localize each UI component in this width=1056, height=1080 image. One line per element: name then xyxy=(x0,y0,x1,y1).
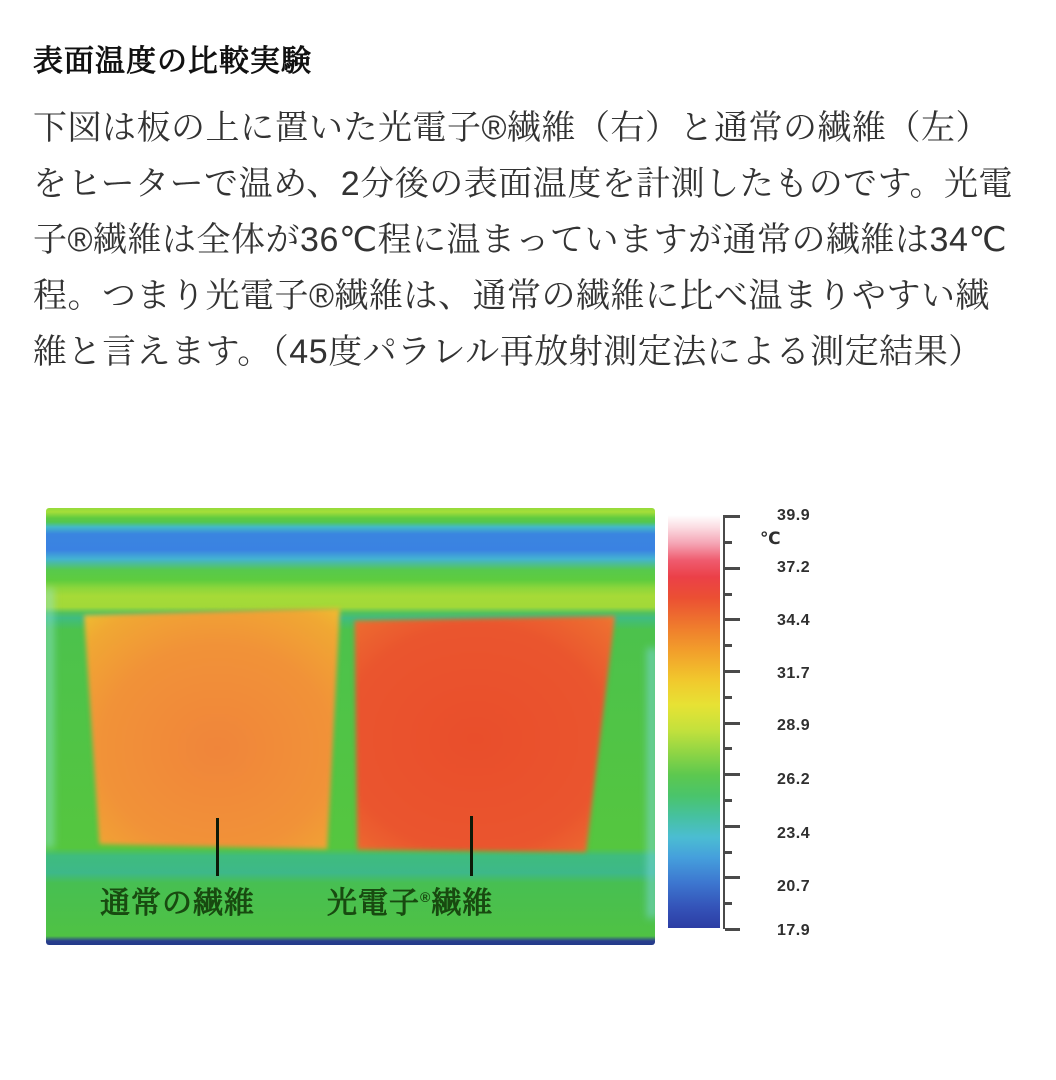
right-fabric-heatmap xyxy=(352,616,615,852)
section-heading: 表面温度の比較実験 xyxy=(33,45,312,78)
paragraph-line-1: 下図は板の上に置いた光電子®繊維（右）と通常の繊維（左） xyxy=(33,109,991,147)
scale-tick-label: 28.9 xyxy=(777,717,811,734)
left-edge-cool-strip xyxy=(46,588,54,848)
left-pointer-line xyxy=(216,818,219,876)
scale-tick-major xyxy=(725,773,740,776)
paragraph-line-3: 子®繊維は全体が36℃程に温まっていますが通常の繊維は34℃ xyxy=(33,221,1008,259)
right-fabric-label-tail: 繊維 xyxy=(431,887,494,920)
thermal-image xyxy=(46,508,655,945)
left-fabric-region xyxy=(84,608,340,849)
thermal-comparison-figure xyxy=(46,508,876,960)
right-fabric-region xyxy=(352,616,615,852)
right-edge-cool-strip xyxy=(647,648,655,918)
scale-tick-label: 17.9 xyxy=(777,922,811,939)
scale-tick-minor xyxy=(725,851,732,854)
scale-tick-major xyxy=(725,618,740,621)
scale-tick-minor xyxy=(725,696,732,699)
scale-tick-label: 26.2 xyxy=(777,771,811,788)
scale-tick-minor xyxy=(725,799,732,802)
right-pointer-line xyxy=(470,816,473,876)
scale-tick-major xyxy=(725,515,740,518)
scale-tick-major xyxy=(725,722,740,725)
paragraph-line-4: 程。つまり光電子®繊維は、通常の繊維に比べ温まりやすい繊 xyxy=(33,277,991,315)
left-fabric-heatmap xyxy=(84,608,340,849)
scale-tick-label: 20.7 xyxy=(777,878,811,895)
scale-tick-minor xyxy=(725,644,732,647)
scale-tick-label: 23.4 xyxy=(777,825,811,842)
scale-tick-major xyxy=(725,876,740,879)
scale-tick-label: 39.9 xyxy=(777,507,811,524)
paragraph-line-2: をヒーターで温め、2分後の表面温度を計測したものです。光電 xyxy=(33,165,1013,203)
scale-tick-minor xyxy=(725,747,732,750)
paragraph-line-5: 維と言えます。（45度パラレル再放射測定法による測定結果） xyxy=(33,333,983,371)
scale-tick-major xyxy=(725,670,740,673)
scale-tick-label: 37.2 xyxy=(777,559,811,576)
registered-mark: ® xyxy=(420,889,432,905)
scale-tick-minor xyxy=(725,593,732,596)
scale-tick-major xyxy=(725,567,740,570)
scale-tick-major xyxy=(725,928,740,931)
temperature-scale-bar xyxy=(668,515,720,928)
scale-tick-label: 31.7 xyxy=(777,665,811,682)
body-paragraph xyxy=(33,100,1043,380)
celsius-unit-label: ℃ xyxy=(760,529,781,548)
right-fabric-label xyxy=(327,878,493,922)
scale-tick-minor xyxy=(725,902,732,905)
scale-tick-label: 34.4 xyxy=(777,612,811,629)
right-fabric-label-base: 光電子 xyxy=(327,887,420,920)
scale-tick-minor xyxy=(725,541,732,544)
left-fabric-label: 通常の繊維 xyxy=(100,887,255,920)
scale-tick-major xyxy=(725,825,740,828)
